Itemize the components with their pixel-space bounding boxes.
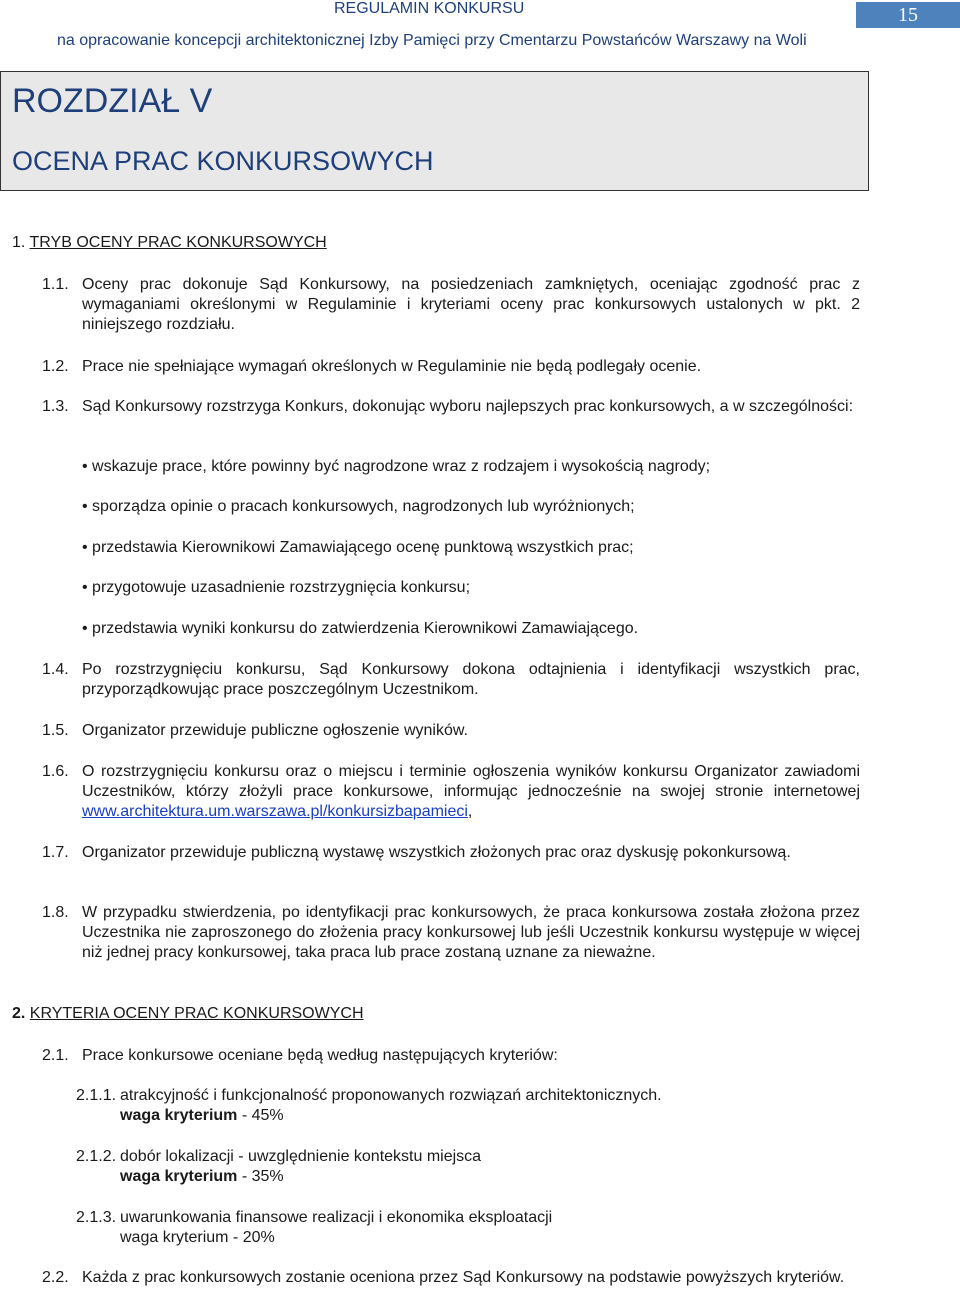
section-1-heading (12, 234, 327, 252)
paragraph-text: Prace nie spełniające wymagań określonych w Regulaminie nie będą podlegały ocenie. (82, 358, 702, 375)
criterion-2-1-1 (76, 1086, 662, 1126)
weight-value: - 45% (237, 1107, 284, 1124)
section-2-heading (12, 1005, 364, 1023)
section-2-title: KRYTERIA OCENY PRAC KONKURSOWYCH (29, 1005, 364, 1022)
section-1-number: 1. (12, 234, 26, 251)
section-2-number: 2. (12, 1005, 26, 1022)
paragraph-number: 1.3. (42, 398, 69, 415)
criterion-number: 2.1.1. (76, 1087, 117, 1104)
paragraph-text-tail: , (467, 803, 473, 820)
paragraph-number: 2.1. (42, 1047, 69, 1064)
paragraph-number: 1.4. (42, 661, 69, 678)
criterion-text: dobór lokalizacji - uwzględnienie kontekstu miejsca (120, 1148, 482, 1165)
criterion-2-1-2 (76, 1147, 481, 1187)
paragraph-text: Organizator przewiduje publiczną wystawę wszystkich złożonych prac oraz dyskusję pokonkursową. (82, 844, 791, 861)
criterion-number: 2.1.2. (76, 1148, 117, 1165)
list-item: • wskazuje prace, które powinny być nagrodzone wraz z rodzajem i wysokością nagrody; (82, 458, 711, 475)
paragraph-number: 2.2. (42, 1269, 69, 1286)
list-item: • przygotowuje uzasadnienie rozstrzygnięcia konkursu; (82, 579, 471, 596)
list-item: • sporządza opinie o pracach konkursowych, nagrodzonych lub wyróżnionych; (82, 498, 635, 515)
criterion-weight: waga kryterium - 20% (120, 1229, 275, 1246)
page-number: 15 (856, 2, 960, 28)
paragraph-text (82, 762, 860, 822)
paragraph-1-6 (42, 762, 860, 822)
list-item: • przedstawia wyniki konkursu do zatwierdzenia Kierownikowi Zamawiającego. (82, 620, 639, 637)
paragraph-number: 1.2. (42, 358, 69, 375)
paragraph-number: 1.1. (42, 276, 69, 293)
paragraph-number: 1.5. (42, 722, 69, 739)
competition-website-link[interactable]: www.architektura.um.warszawa.pl/konkursizbapamieci (82, 803, 468, 820)
paragraph-1-5 (42, 721, 860, 741)
paragraph-text: Oceny prac dokonuje Sąd Konkursowy, na posiedzeniach zamkniętych, oceniając zgodność prac z wymaganiami określonymi w Regulaminie i kryteriami oceny prac konkursowych ustalonych w pkt. 2 niniejszego rozdziału. (82, 276, 860, 333)
paragraph-number: 1.6. (42, 763, 69, 780)
section-1-title: TRYB OCENY PRAC KONKURSOWYCH (29, 234, 327, 251)
paragraph-1-7 (42, 843, 860, 863)
paragraph-number: 1.8. (42, 904, 69, 921)
paragraph-text-body: O rozstrzygnięciu konkursu oraz o miejscu i terminie ogłoszenia wyników konkursu Organizator zawiadomi Uczestników, którzy złożyli prace konkursowe, informując jednocześnie na swojej stronie internetowej (82, 763, 860, 800)
chapter-header-box (0, 71, 869, 191)
paragraph-1-3 (42, 397, 860, 417)
paragraph-1-4 (42, 660, 860, 700)
paragraph-text: Organizator przewiduje publiczne ogłoszenie wyników. (82, 722, 468, 739)
criterion-2-1-3 (76, 1208, 552, 1248)
criterion-weight (120, 1106, 662, 1126)
weight-label: waga kryterium (120, 1107, 238, 1124)
paragraph-number: 1.7. (42, 844, 69, 861)
paragraph-text: Prace konkursowe oceniane będą według następujących kryteriów: (82, 1047, 558, 1064)
paragraph-text: W przypadku stwierdzenia, po identyfikacji prac konkursowych, że praca konkursowa została złożona przez Uczestnika nie zaproszonego do złożenia pracy konkursowej lub jeśli Uczestnik konkursu występuje w więcej niż jednej pracy konkursowej, taka praca lub prace zostaną uznane za nieważne. (82, 904, 860, 961)
weight-value: - 35% (237, 1168, 284, 1185)
criterion-weight (120, 1167, 481, 1187)
paragraph-1-1 (42, 275, 860, 335)
criterion-text: uwarunkowania finansowe realizacji i ekonomika eksploatacji (120, 1209, 553, 1226)
paragraph-2-2 (42, 1268, 860, 1288)
chapter-number: ROZDZIAŁ V (12, 82, 213, 120)
criterion-number: 2.1.3. (76, 1209, 117, 1226)
list-item: • przedstawia Kierownikowi Zamawiającego ocenę punktową wszystkich prac; (82, 539, 634, 556)
paragraph-1-2 (42, 357, 860, 377)
paragraph-2-1 (42, 1046, 860, 1066)
document-subtitle: na opracowanie koncepcji architektonicznej Izby Pamięci przy Cmentarzu Powstańców Warszawy na Woli (57, 32, 807, 49)
weight-label: waga kryterium (120, 1168, 238, 1185)
paragraph-1-8 (42, 903, 860, 963)
criterion-text: atrakcyjność i funkcjonalność proponowanych rozwiązań architektonicznych. (120, 1087, 662, 1104)
paragraph-text: Sąd Konkursowy rozstrzyga Konkurs, dokonując wyboru najlepszych prac konkursowych, a w szczególności: (82, 398, 854, 415)
paragraph-text: Każda z prac konkursowych zostanie oceniona przez Sąd Konkursowy na podstawie powyższych kryteriów. (82, 1269, 845, 1286)
chapter-title: OCENA PRAC KONKURSOWYCH (12, 146, 434, 176)
document-title: REGULAMIN KONKURSU (334, 0, 525, 17)
paragraph-text: Po rozstrzygnięciu konkursu, Sąd Konkursowy dokona odtajnienia i identyfikacji wszystkich prac, przyporządkowując prace poszczególnym Uczestnikom. (82, 661, 860, 698)
